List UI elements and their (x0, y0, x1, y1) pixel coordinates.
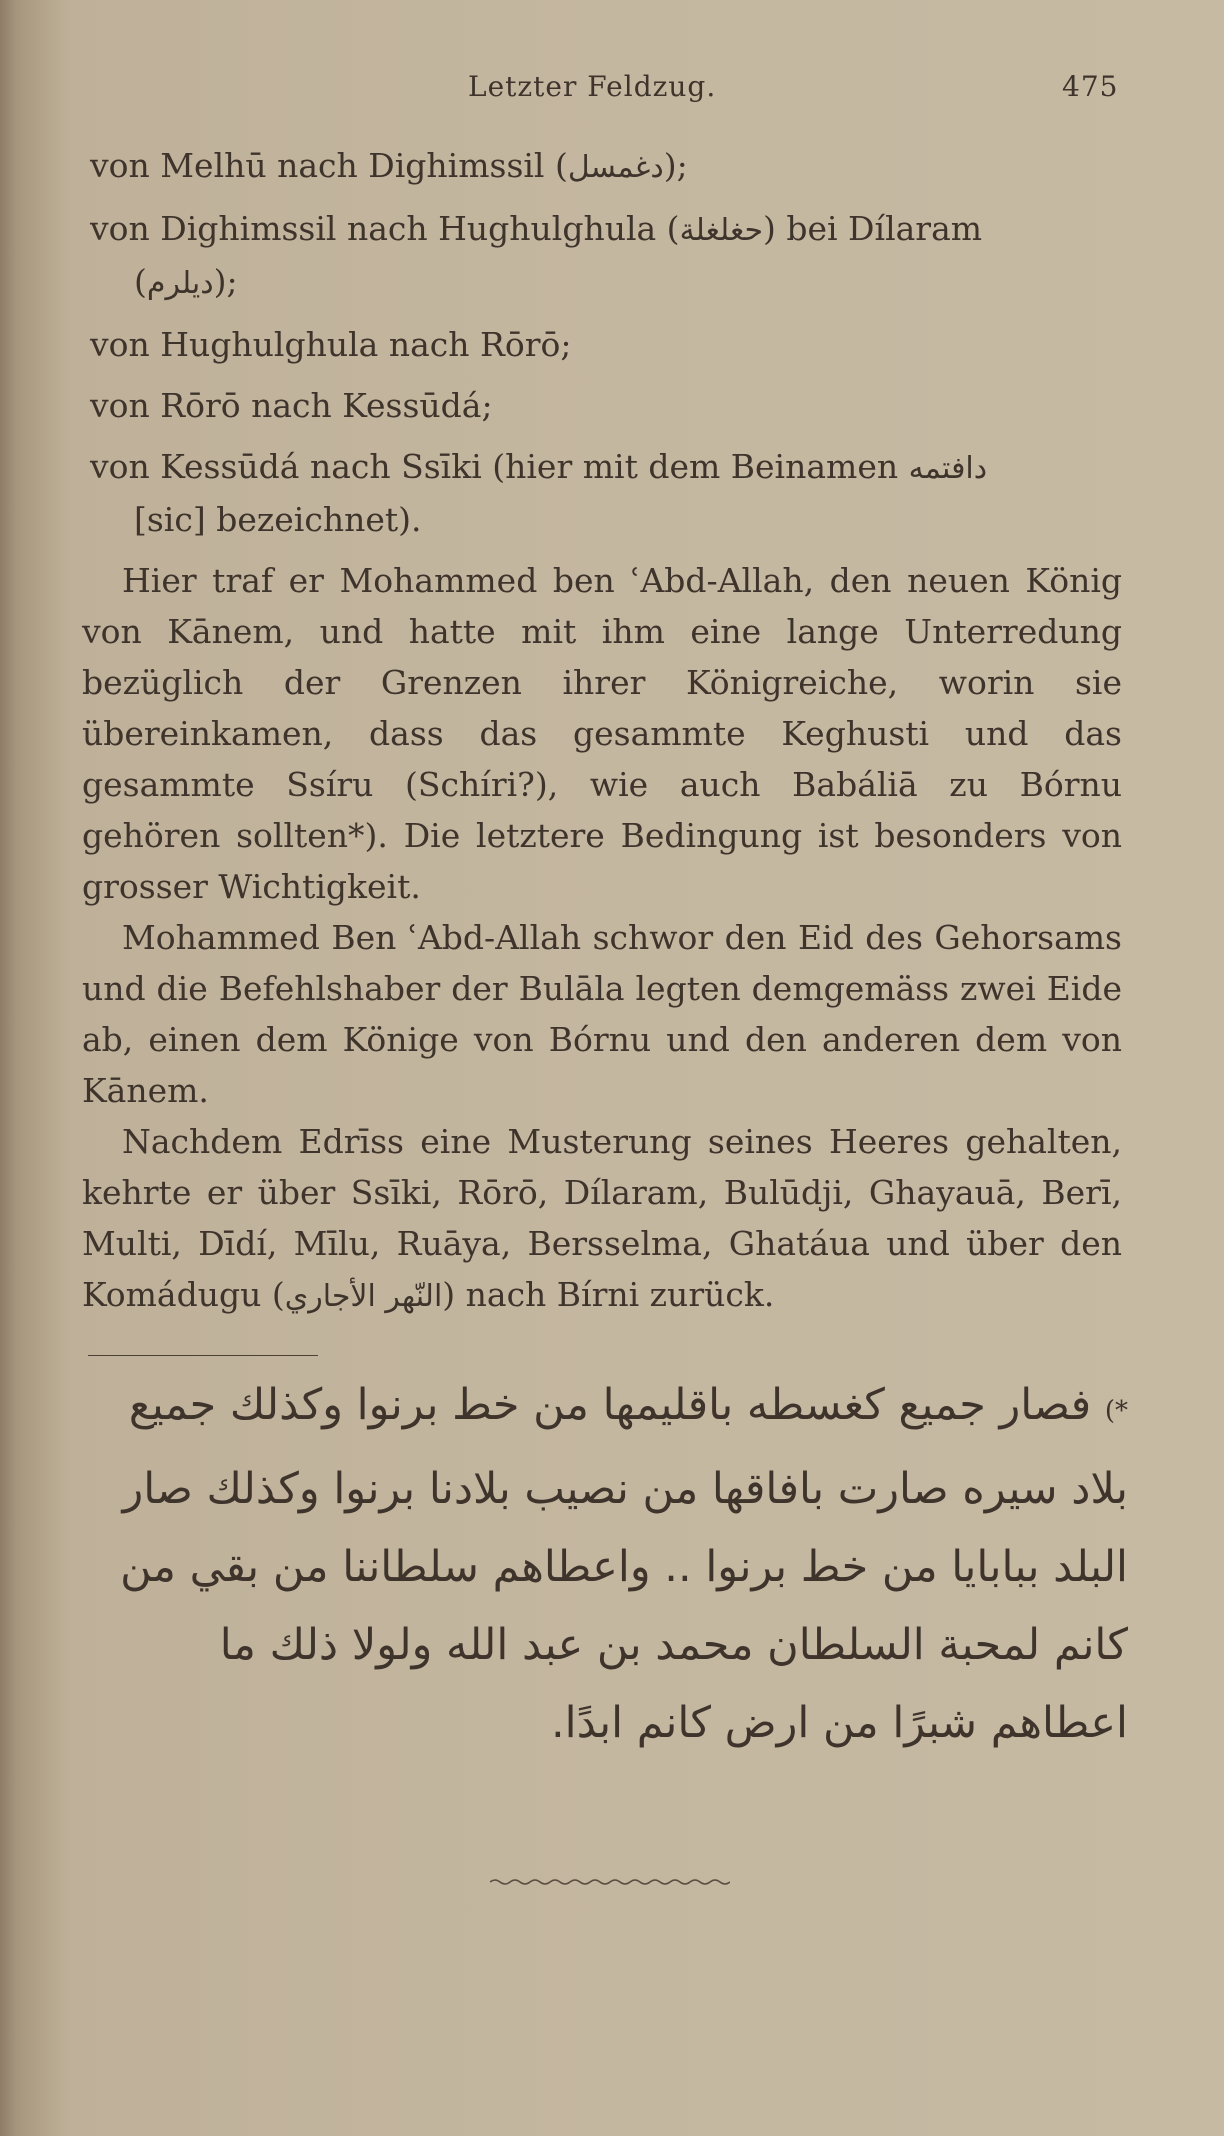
paragraph: Mohammed Ben ʿAbd-Allah schwor den Eid des Gehorsams und die Befehlshaber der Bulāla legten demgemäss zwei Eide ab, einen dem Könige von Bórnu und den anderen dem von Kānem. (82, 918, 1122, 1110)
page-number: 475 (1062, 70, 1119, 103)
footnote-arabic-text: فصار جميع كغسطه باقليمها من خط برنوا وكذلك جميع بلاد سيره صارت بافاقها من نصيب بلادنا برنوا وكذلك صار البلد ببابايا من خط برنوا .. واعطاهم سلطاننا من بقي من كانم لمحبة السلطان محمد بن عبد الله ولولا ذلك ما اعطاهم شبرًا من ارض كانم ابدًا. (120, 1380, 1128, 1748)
running-title: Letzter Feldzug. (468, 70, 717, 103)
arabic-name: دغمسل (567, 150, 664, 185)
arabic-name: ديلرم (146, 266, 214, 301)
arabic-name: حغلغلة (679, 213, 763, 248)
paragraph: Nachdem Edrīss eine Musterung seines Heeres gehalten, kehrte er über Ssīki, Rōrō, Dílaram, Bulūdji, Ghayauā, Berī, Multi, Dīdí, Mīlu, Ruāya, Bersselma, Ghatáua und über den Komádugu (النّهر الأجاري) nach Bírni zurück. (82, 1122, 1122, 1314)
itinerary-line: von Hughulghula nach Rōrō; (90, 325, 572, 364)
itinerary-line: von Rōrō nach Kessūdá; (90, 386, 493, 425)
footnote-marker: *) (1104, 1396, 1128, 1426)
footnote (82, 1366, 1128, 1762)
arabic-name: دافتمه (908, 451, 988, 486)
arabic-name: النّهر الأجاري (284, 1279, 443, 1314)
running-header (0, 70, 1224, 110)
footnote-rule (88, 1355, 318, 1356)
main-text (82, 140, 1122, 1322)
paragraph: Hier traf er Mohammed ben ʿAbd-Allah, den neuen König von Kānem, und hatte mit ihm eine lange Unterredung bezüglich der Grenzen ihrer Königreiche, worin sie übereinkamen, dass das gesammte Keghusti und das gesammte Ssíru (Schíri?), wie auch Babáliā zu Bórnu gehören sollten*). Die letztere Bedingung ist besonders von grosser Wichtigkeit. (82, 561, 1122, 906)
itinerary-line: von Dighimssil nach Hughulghula (حغلغلة) bei Dílaram (ديلرم); (90, 203, 1122, 309)
itinerary-continuation: (ديلرم); (134, 262, 238, 301)
itinerary-line: von Kessūdá nach Ssīki (hier mit dem Beinamen دافتمه [sic] bezeichnet). (90, 441, 1122, 545)
itinerary-continuation: [sic] bezeichnet). (134, 500, 422, 539)
itinerary-line: von Melhū nach Dighimssil (دغمسل); (90, 146, 688, 185)
end-ornament (490, 1878, 730, 1886)
